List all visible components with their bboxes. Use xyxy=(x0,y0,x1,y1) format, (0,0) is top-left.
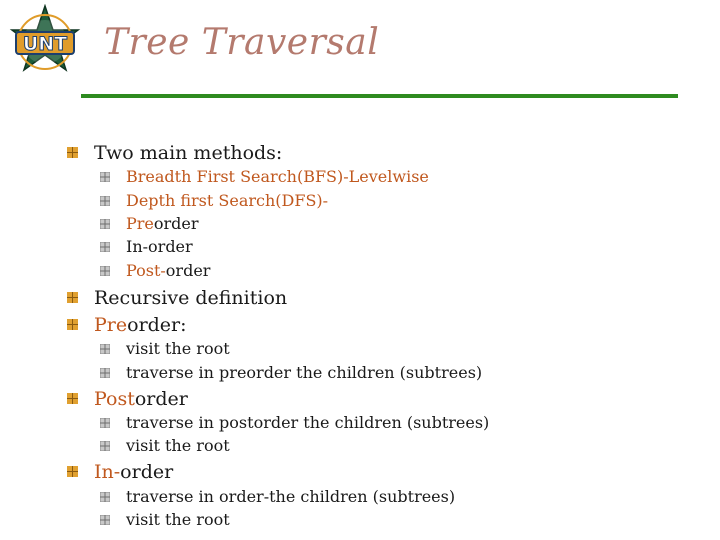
bullet-icon xyxy=(67,292,78,303)
bullet-text: Recursive definition xyxy=(94,287,288,309)
bullet-text-highlight: Pre xyxy=(94,314,128,336)
logo-letters: UNT xyxy=(22,33,68,55)
sub-bullet-bfs xyxy=(126,167,429,187)
sub-bullet-text: traverse in preorder the children (subtrees) xyxy=(126,363,483,382)
sub-bullet-icon xyxy=(100,219,110,229)
bullet-two-main-methods xyxy=(94,142,282,164)
bullet-text-highlight: Post xyxy=(94,388,135,410)
sub-bullet-dfs xyxy=(126,191,328,211)
bullet-preorder xyxy=(94,314,187,336)
sub-bullet-icon xyxy=(100,492,110,502)
sub-bullet-icon xyxy=(100,368,110,378)
sub-bullet-postorder xyxy=(126,261,210,281)
sub-bullet-icon xyxy=(100,196,110,206)
sub-bullet-icon xyxy=(100,242,110,252)
sub-bullet-text: visit the root xyxy=(126,436,230,455)
sub-bullet-text: traverse in postorder the children (subtrees) xyxy=(126,413,490,432)
bullet-icon xyxy=(67,319,78,330)
sub-bullet-text: visit the root xyxy=(126,510,230,529)
bullet-text: order xyxy=(120,461,174,483)
bullet-text: Two main methods: xyxy=(94,142,283,164)
slide-title: Tree Traversal xyxy=(104,22,380,63)
sub-bullet-icon xyxy=(100,266,110,276)
sub-bullet-text: In-order xyxy=(126,237,193,256)
sub-bullet-text: Depth first Search(DFS)- xyxy=(126,191,329,210)
sub-bullet-inorder xyxy=(126,237,193,257)
sub-bullet-preorder xyxy=(126,214,199,234)
sub-bullet-icon xyxy=(100,418,110,428)
bullet-text: order: xyxy=(127,314,187,336)
bullet-text: order xyxy=(134,388,188,410)
sub-bullet-icon xyxy=(100,515,110,525)
sub-bullet-text: order xyxy=(165,261,211,280)
bullet-recursive-definition xyxy=(94,287,287,309)
sub-bullet-icon xyxy=(100,441,110,451)
sub-bullet-preorder-visit xyxy=(126,339,230,359)
sub-bullet-text-highlight: Post- xyxy=(126,261,166,280)
sub-bullet-inorder-visit xyxy=(126,510,230,530)
sub-bullet-text-highlight: Pre xyxy=(126,214,154,233)
bullet-text-highlight: In- xyxy=(94,461,121,483)
bullet-inorder xyxy=(94,461,173,483)
sub-bullet-text: order xyxy=(153,214,199,233)
bullet-postorder xyxy=(94,388,188,410)
sub-bullet-inorder-traverse xyxy=(126,487,455,507)
sub-bullet-text: Breadth First Search(BFS)-Levelwise xyxy=(126,167,429,186)
sub-bullet-text: traverse in order-the children (subtrees) xyxy=(126,487,456,506)
sub-bullet-postorder-traverse xyxy=(126,413,489,433)
sub-bullet-icon xyxy=(100,344,110,354)
sub-bullet-postorder-visit xyxy=(126,436,230,456)
sub-bullet-preorder-traverse xyxy=(126,363,482,383)
sub-bullet-text: visit the root xyxy=(126,339,230,358)
sub-bullet-icon xyxy=(100,172,110,182)
bullet-icon xyxy=(67,466,78,477)
bullet-icon xyxy=(67,393,78,404)
bullet-icon xyxy=(67,147,78,158)
